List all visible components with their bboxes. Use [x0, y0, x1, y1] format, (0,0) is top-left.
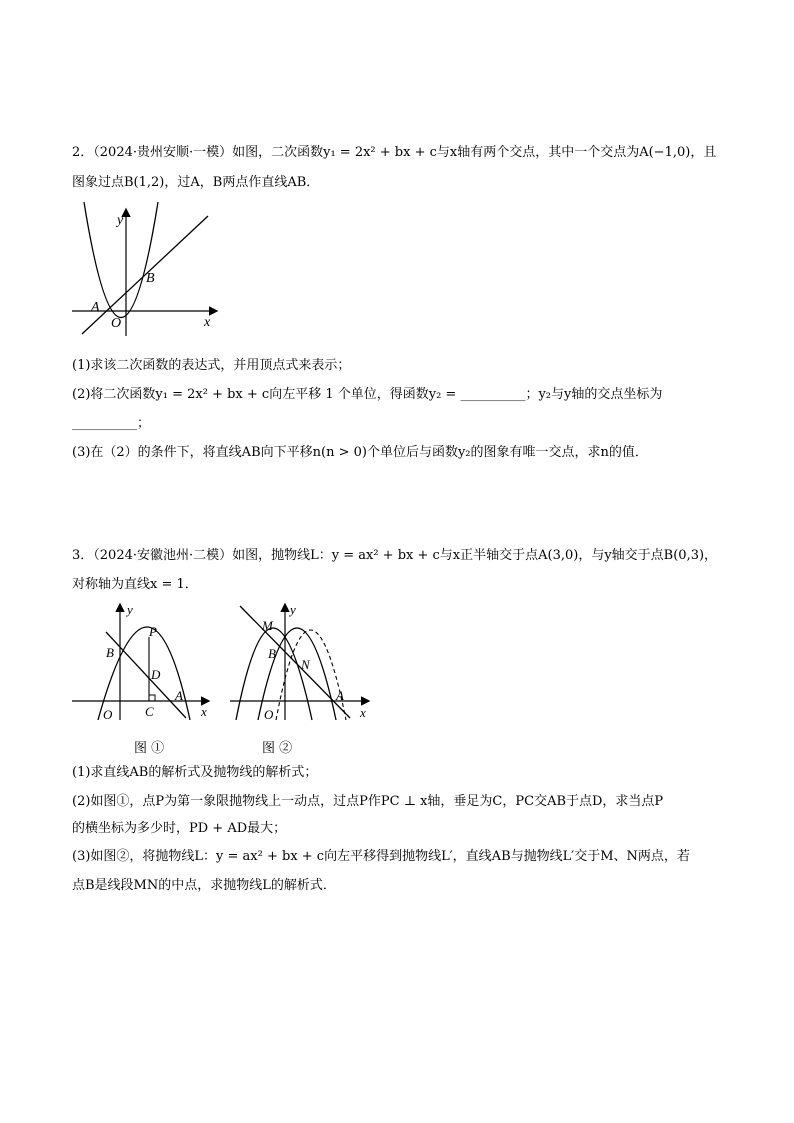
problem3-figure2 [228, 602, 378, 724]
label-a: A [175, 688, 183, 703]
problem2-line2: 图象过点B(1,2)，过A，B两点作直线AB． [72, 175, 320, 190]
problem3-q2a: (2)如图①，点P为第一象限抛物线上一动点，过点P作PC ⊥ x轴，垂足为C，PC交AB于点D，求当点P [72, 794, 664, 809]
problem2-q1: (1)求该二次函数的表达式，并用顶点式来表示； [72, 358, 351, 373]
label-o: O [111, 316, 122, 331]
label-b: B [106, 645, 114, 660]
label-c: C [145, 704, 154, 719]
problem2-q2b: __________； [72, 416, 151, 431]
label-n: N [301, 657, 310, 672]
label-x: x [201, 704, 207, 719]
problem3-figure1 [70, 602, 220, 724]
parabola-l-prime [236, 628, 312, 720]
line-ab [82, 216, 208, 334]
label-y: y [117, 213, 124, 228]
label-x: x [204, 315, 211, 330]
label-b: B [268, 646, 276, 661]
label-m: M [262, 618, 273, 633]
problem2-q2a: (2)将二次函数y₁ = 2x² + bx + c向左平移 1 个单位，得函数y₂ = __________；y₂与y轴的交点坐标为 [72, 387, 663, 402]
label-b: B [146, 271, 155, 286]
label-a: A [336, 688, 344, 703]
label-o: O [103, 707, 113, 722]
label-a: A [91, 300, 100, 315]
label-y: y [290, 602, 296, 617]
label-d: D [151, 667, 161, 682]
problem3-fig2-caption: 图 ② [262, 741, 293, 756]
problem3-fig1-caption: 图 ① [134, 741, 165, 756]
problem2-figure [70, 200, 230, 340]
problem3-line1: 3．（2024·安徽池州·二模）如图，抛物线L：y = ax² + bx + c与x正半轴交于点A(3,0)，与y轴交于点B(0,3)， [72, 548, 718, 563]
problem3-line2: 对称轴为直线x = 1． [72, 577, 198, 592]
problem2-q3: (3)在（2）的条件下，将直线AB向下平移n(n > 0)个单位后与函数y₂的图象有唯一交点，求n的值． [72, 445, 648, 460]
label-o: O [264, 707, 274, 722]
problem3-q3a: (3)如图②，将抛物线L：y = ax² + bx + c向左平移得到抛物线L′，直线AB与抛物线L′交于M、N两点，若 [72, 849, 690, 864]
label-y: y [127, 602, 133, 617]
label-p: P [149, 624, 157, 639]
problem3-q1: (1)求直线AB的解析式及抛物线的解析式； [72, 765, 318, 780]
problem2-line1: 2．（2024·贵州安顺·一模）如图，二次函数y₁ = 2x² + bx + c与x轴有两个交点，其中一个交点为A(−1,0)，且 [72, 145, 717, 160]
problem3-q2b: 的横坐标为多少时，PD + AD最大； [72, 821, 287, 836]
dashed-parabola [276, 630, 346, 720]
label-x: x [360, 705, 366, 720]
right-angle-mark [149, 695, 155, 701]
problem3-q3b: 点B是线段MN的中点，求抛物线L的解析式． [72, 878, 336, 893]
